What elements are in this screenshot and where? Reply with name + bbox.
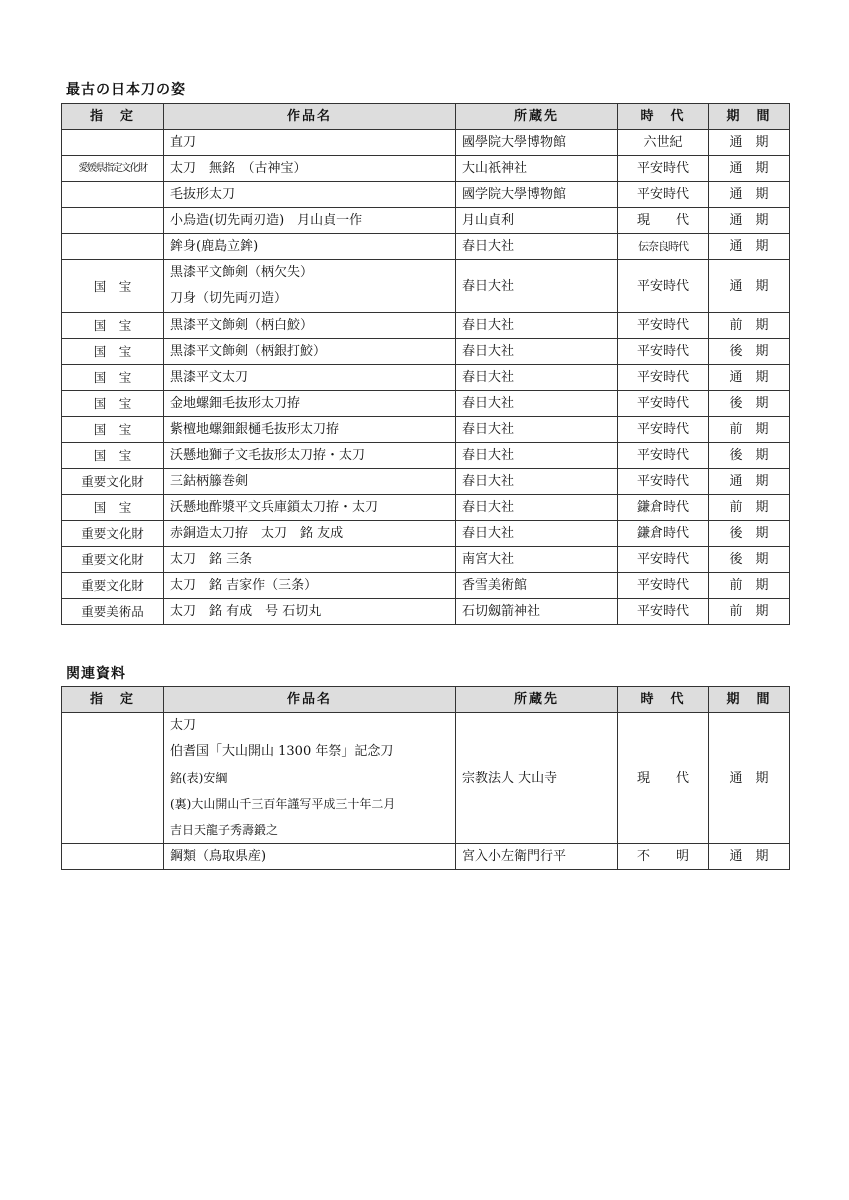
designation-cell: 国 宝 — [62, 339, 164, 365]
designation-cell: 重要文化財 — [62, 573, 164, 599]
period-cell: 前 期 — [709, 495, 790, 521]
work-name-line: 吉日天龍子秀壽鍛之 — [170, 823, 279, 837]
period-cell: 通 期 — [709, 156, 790, 182]
work-name-line: 太刀 — [170, 718, 197, 733]
era-cell: 伝奈良時代 — [618, 234, 709, 260]
table-row — [62, 182, 790, 208]
owner-cell: 石切劔箭神社 — [456, 599, 618, 625]
table-related-materials — [61, 686, 790, 870]
table-row — [62, 391, 790, 417]
work-name-cell: 沃懸地獅子文毛抜形太刀拵・太刀 — [164, 443, 456, 469]
period-cell: 後 期 — [709, 521, 790, 547]
owner-cell: 國学院大學博物館 — [456, 182, 618, 208]
table-row — [62, 417, 790, 443]
owner-cell: 國學院大學博物館 — [456, 130, 618, 156]
table-row — [62, 339, 790, 365]
designation-cell: 国 宝 — [62, 313, 164, 339]
period-cell: 通 期 — [709, 469, 790, 495]
designation-cell: 国 宝 — [62, 495, 164, 521]
work-name-cell: 赤銅造太刀拵 太刀 銘 友成 — [164, 521, 456, 547]
owner-cell: 春日大社 — [456, 339, 618, 365]
designation-cell: 重要美術品 — [62, 599, 164, 625]
designation-cell — [62, 234, 164, 260]
designation-cell: 国 宝 — [62, 260, 164, 313]
designation-cell: 国 宝 — [62, 417, 164, 443]
designation-cell: 国 宝 — [62, 391, 164, 417]
work-name-line: (裏)大山開山千三百年謹写平成三十年二月 — [170, 797, 396, 811]
designation-cell: 愛媛県指定文化財 — [62, 156, 164, 182]
work-name-cell: 黒漆平文太刀 — [164, 365, 456, 391]
table-row — [62, 469, 790, 495]
era-cell: 平安時代 — [618, 547, 709, 573]
designation-cell — [62, 713, 164, 844]
era-cell: 現 代 — [618, 208, 709, 234]
header-designation: 指 定 — [62, 687, 164, 713]
owner-cell: 大山祇神社 — [456, 156, 618, 182]
header-owner: 所蔵先 — [456, 104, 618, 130]
designation-cell: 国 宝 — [62, 443, 164, 469]
period-cell: 後 期 — [709, 339, 790, 365]
table-row — [62, 521, 790, 547]
work-name-cell: 鋼類（鳥取県産) — [164, 844, 456, 870]
designation-cell: 重要文化財 — [62, 547, 164, 573]
table-row — [62, 547, 790, 573]
header-era: 時 代 — [618, 687, 709, 713]
table-row — [62, 599, 790, 625]
table-row — [62, 844, 790, 870]
period-cell: 前 期 — [709, 573, 790, 599]
era-cell: 平安時代 — [618, 443, 709, 469]
work-name-line: 刀身（切先両刃造） — [170, 291, 288, 306]
owner-cell: 春日大社 — [456, 234, 618, 260]
era-cell: 平安時代 — [618, 156, 709, 182]
period-cell: 前 期 — [709, 313, 790, 339]
designation-cell: 重要文化財 — [62, 521, 164, 547]
era-cell: 平安時代 — [618, 469, 709, 495]
work-name-line: 銘(表)安綱 — [170, 771, 228, 785]
era-cell: 現 代 — [618, 713, 709, 844]
owner-cell: 宮入小左衛門行平 — [456, 844, 618, 870]
work-name-cell — [164, 713, 456, 844]
era-cell: 平安時代 — [618, 260, 709, 313]
work-name-cell: 太刀 銘 三条 — [164, 547, 456, 573]
table-row — [62, 313, 790, 339]
work-name-line: 黒漆平文飾剣（柄欠失） — [170, 265, 314, 280]
period-cell: 通 期 — [709, 844, 790, 870]
period-cell: 前 期 — [709, 599, 790, 625]
section-title-oldest-swords: 最古の日本刀の姿 — [66, 82, 186, 98]
table-row — [62, 713, 790, 844]
designation-cell — [62, 844, 164, 870]
era-cell: 鎌倉時代 — [618, 521, 709, 547]
owner-cell: 春日大社 — [456, 521, 618, 547]
work-name-cell — [164, 260, 456, 313]
table-row — [62, 130, 790, 156]
era-cell: 鎌倉時代 — [618, 495, 709, 521]
owner-cell: 春日大社 — [456, 313, 618, 339]
work-name-cell: 太刀 銘 有成 号 石切丸 — [164, 599, 456, 625]
work-name-cell: 三鈷柄籐巻剣 — [164, 469, 456, 495]
period-cell: 通 期 — [709, 365, 790, 391]
header-work-name: 作品名 — [164, 687, 456, 713]
work-name-cell: 鉾身(鹿島立鉾) — [164, 234, 456, 260]
period-cell: 後 期 — [709, 443, 790, 469]
owner-cell: 宗教法人 大山寺 — [456, 713, 618, 844]
table-row — [62, 365, 790, 391]
table-row — [62, 234, 790, 260]
owner-cell: 南宮大社 — [456, 547, 618, 573]
period-cell: 後 期 — [709, 391, 790, 417]
era-cell: 平安時代 — [618, 599, 709, 625]
table-oldest-swords — [61, 103, 790, 625]
era-cell: 平安時代 — [618, 339, 709, 365]
designation-cell — [62, 208, 164, 234]
era-cell: 六世紀 — [618, 130, 709, 156]
period-cell: 前 期 — [709, 417, 790, 443]
header-period: 期 間 — [709, 104, 790, 130]
owner-cell: 春日大社 — [456, 443, 618, 469]
period-cell: 通 期 — [709, 260, 790, 313]
section-title-related-materials: 関連資料 — [66, 666, 126, 682]
period-cell: 通 期 — [709, 713, 790, 844]
owner-cell: 春日大社 — [456, 469, 618, 495]
era-cell: 平安時代 — [618, 365, 709, 391]
work-name-cell: 黒漆平文飾剣（柄銀打鮫） — [164, 339, 456, 365]
header-era: 時 代 — [618, 104, 709, 130]
period-cell: 通 期 — [709, 208, 790, 234]
header-owner: 所蔵先 — [456, 687, 618, 713]
owner-cell: 春日大社 — [456, 495, 618, 521]
owner-cell: 月山貞利 — [456, 208, 618, 234]
owner-cell: 春日大社 — [456, 417, 618, 443]
header-designation: 指 定 — [62, 104, 164, 130]
era-cell: 平安時代 — [618, 391, 709, 417]
owner-cell: 香雪美術館 — [456, 573, 618, 599]
work-name-cell: 紫檀地螺鈿銀樋毛抜形太刀拵 — [164, 417, 456, 443]
era-cell: 平安時代 — [618, 417, 709, 443]
designation-cell: 国 宝 — [62, 365, 164, 391]
period-cell: 通 期 — [709, 182, 790, 208]
work-name-cell: 小烏造(切先両刃造) 月山貞一作 — [164, 208, 456, 234]
header-work-name: 作品名 — [164, 104, 456, 130]
work-name-cell: 直刀 — [164, 130, 456, 156]
designation-cell — [62, 130, 164, 156]
header-period: 期 間 — [709, 687, 790, 713]
work-name-cell: 沃懸地酢漿平文兵庫鎖太刀拵・太刀 — [164, 495, 456, 521]
era-cell: 不 明 — [618, 844, 709, 870]
era-cell: 平安時代 — [618, 313, 709, 339]
owner-cell: 春日大社 — [456, 365, 618, 391]
period-cell: 通 期 — [709, 234, 790, 260]
table-row — [62, 495, 790, 521]
table-row — [62, 573, 790, 599]
work-name-cell: 毛抜形太刀 — [164, 182, 456, 208]
era-cell: 平安時代 — [618, 573, 709, 599]
table-row — [62, 156, 790, 182]
era-cell: 平安時代 — [618, 182, 709, 208]
table-row — [62, 260, 790, 313]
work-name-cell: 金地螺鈿毛抜形太刀拵 — [164, 391, 456, 417]
work-name-cell: 太刀 無銘 （古神宝） — [164, 156, 456, 182]
period-cell: 後 期 — [709, 547, 790, 573]
owner-cell: 春日大社 — [456, 260, 618, 313]
period-cell: 通 期 — [709, 130, 790, 156]
work-name-cell: 太刀 銘 吉家作（三条） — [164, 573, 456, 599]
table-row — [62, 443, 790, 469]
owner-cell: 春日大社 — [456, 391, 618, 417]
designation-cell — [62, 182, 164, 208]
work-name-cell: 黒漆平文飾剣（柄白鮫） — [164, 313, 456, 339]
work-name-line: 伯耆国「大山開山 1300 年祭」記念刀 — [170, 744, 394, 759]
table-row — [62, 208, 790, 234]
designation-cell: 重要文化財 — [62, 469, 164, 495]
